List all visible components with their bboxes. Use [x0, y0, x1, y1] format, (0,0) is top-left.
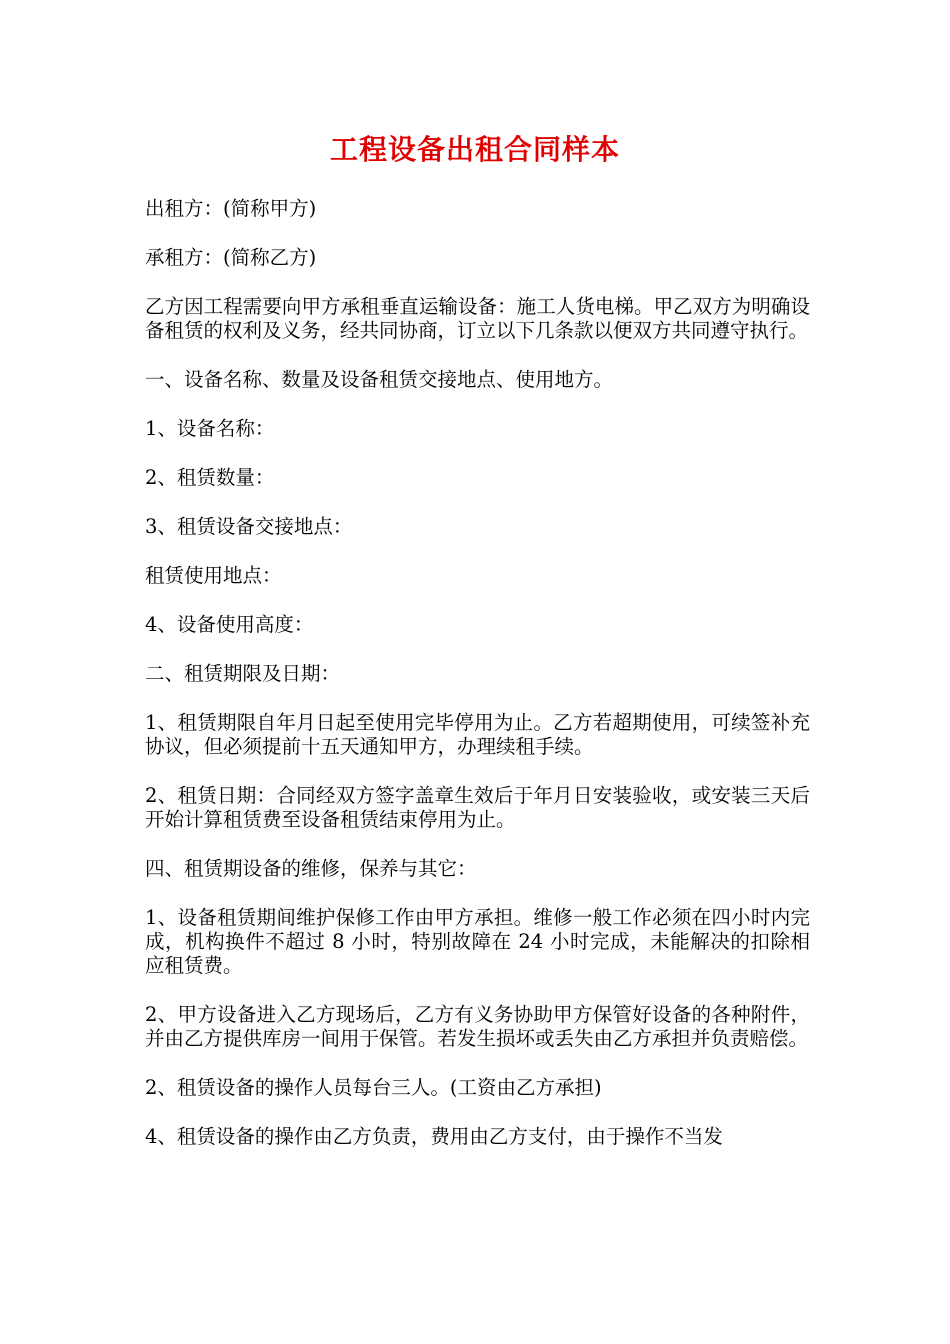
- paragraph-usage-height: 4、设备使用高度：: [145, 613, 314, 636]
- paragraph-maintenance-1: 1、设备租赁期间维护保修工作由甲方承担。维修一般工作必须在四小时内完成，机构换件不超过 8 小时，特别故障在 24 小时完成，未能解决的扣除相应租赁费。: [145, 906, 810, 977]
- paragraph-operation: 4、租赁设备的操作由乙方负责，费用由乙方支付，由于操作不当发: [145, 1125, 723, 1148]
- paragraph-term-period: 1、租赁期限自年月日起至使用完毕停用为止。乙方若超期使用，可续签补充协议，但必须提前十五天通知甲方，办理续租手续。: [145, 711, 810, 758]
- paragraph-maintenance-2: 2、甲方设备进入乙方现场后，乙方有义务协助甲方保管好设备的各种附件，并由乙方提供库房一间用于保管。若发生损坏或丢失由乙方承担并负责赔偿。: [145, 1003, 810, 1050]
- document-title: 工程设备出租合同样本: [329, 133, 620, 166]
- paragraph-equipment-name: 1、设备名称：: [145, 417, 275, 440]
- paragraph-usage-location: 租赁使用地点：: [145, 564, 282, 587]
- paragraph-preamble: 乙方因工程需要向甲方承租垂直运输设备：施工人货电梯。甲乙双方为明确设备租赁的权利及义务，经共同协商，订立以下几条款以便双方共同遵守执行。: [145, 295, 810, 342]
- section-heading-maintenance: 四、租赁期设备的维修，保养与其它：: [145, 857, 477, 880]
- paragraph-handover-location: 3、租赁设备交接地点：: [145, 515, 353, 538]
- paragraph-quantity: 2、租赁数量：: [145, 466, 275, 489]
- paragraph-operators: 2、租赁设备的操作人员每台三人。(工资由乙方承担): [145, 1076, 602, 1099]
- paragraph-lessee: 承租方：(简称乙方): [145, 246, 317, 269]
- section-heading-term: 二、租赁期限及日期：: [145, 662, 341, 685]
- document-body: [145, 197, 810, 1174]
- paragraph-lessor: 出租方：(简称甲方): [145, 197, 317, 220]
- section-heading-equipment: 一、设备名称、数量及设备租赁交接地点、使用地方。: [145, 368, 614, 391]
- paragraph-term-date: 2、租赁日期：合同经双方签字盖章生效后于年月日安装验收，或安装三天后开始计算租赁费至设备租赁结束停用为止。: [145, 784, 810, 831]
